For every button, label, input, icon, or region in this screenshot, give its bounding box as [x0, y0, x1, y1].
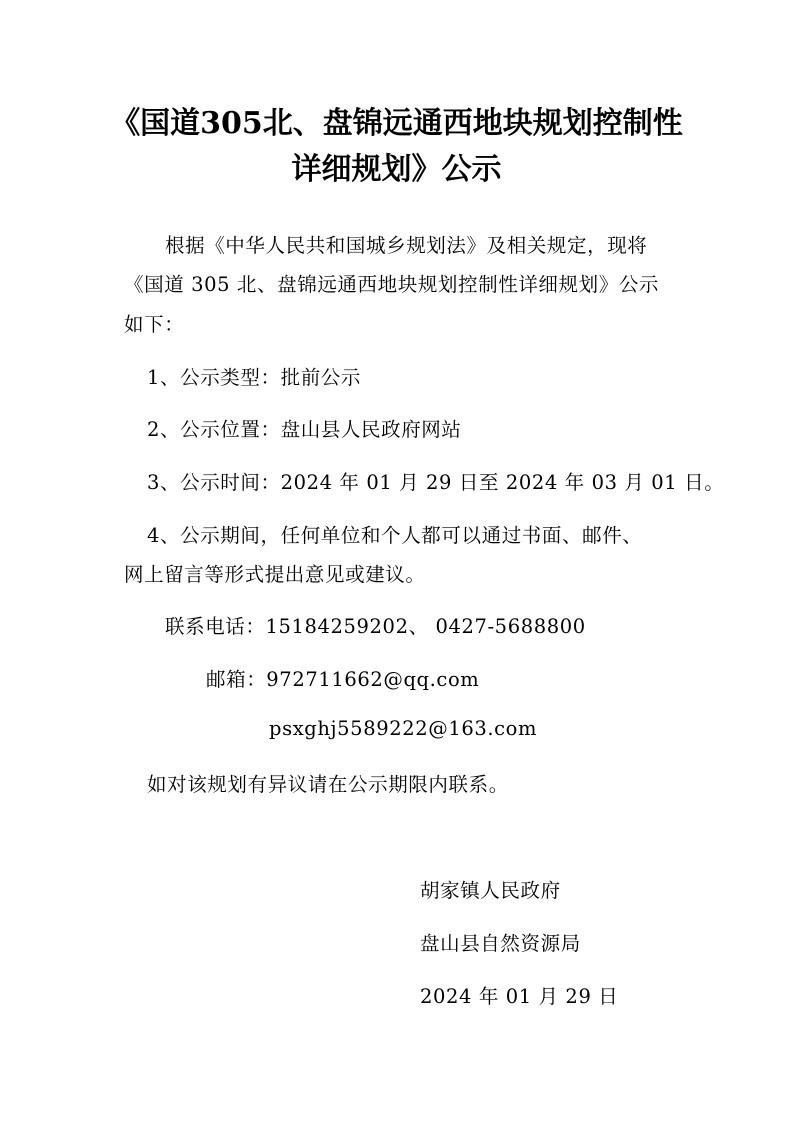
item-publicity-type: 1、公示类型：批前公示	[147, 366, 362, 389]
intro-line2: 《国道 305 北、盘锦远通西地块规划控制性详细规划》公示	[124, 273, 660, 296]
signature-org-bureau: 盘山县自然资源局	[420, 932, 581, 955]
signature-date: 2024 年 01 月 29 日	[420, 985, 619, 1008]
item-feedback-line1: 4、公示期间，任何单位和个人都可以通过书面、邮件、	[147, 524, 643, 547]
item-feedback-line2: 网上留言等形式提出意见或建议。	[124, 563, 426, 586]
item-publicity-location: 2、公示位置：盘山县人民政府网站	[147, 418, 462, 441]
contact-email-primary: 邮箱：972711662@qq.com	[206, 668, 480, 691]
item-publicity-period: 3、公示时间：2024 年 01 月 29 日至 2024 年 03 月 01 日。	[147, 471, 725, 494]
intro-line3: 如下：	[124, 313, 185, 336]
contact-phone: 联系电话：15184259202、 0427-5688800	[165, 615, 586, 638]
document-title-line2: 详细规划》公示	[291, 152, 502, 187]
document-title-line1: 《国道305北、盘锦远通西地块规划控制性	[110, 106, 683, 141]
closing-statement: 如对该规划有异议请在公示期限内联系。	[147, 773, 509, 796]
intro-line1: 根据《中华人民共和国城乡规划法》及相关规定，现将	[165, 234, 648, 257]
contact-email-secondary: psxghj5589222@163.com	[269, 717, 538, 740]
signature-org-township: 胡家镇人民政府	[420, 879, 561, 902]
